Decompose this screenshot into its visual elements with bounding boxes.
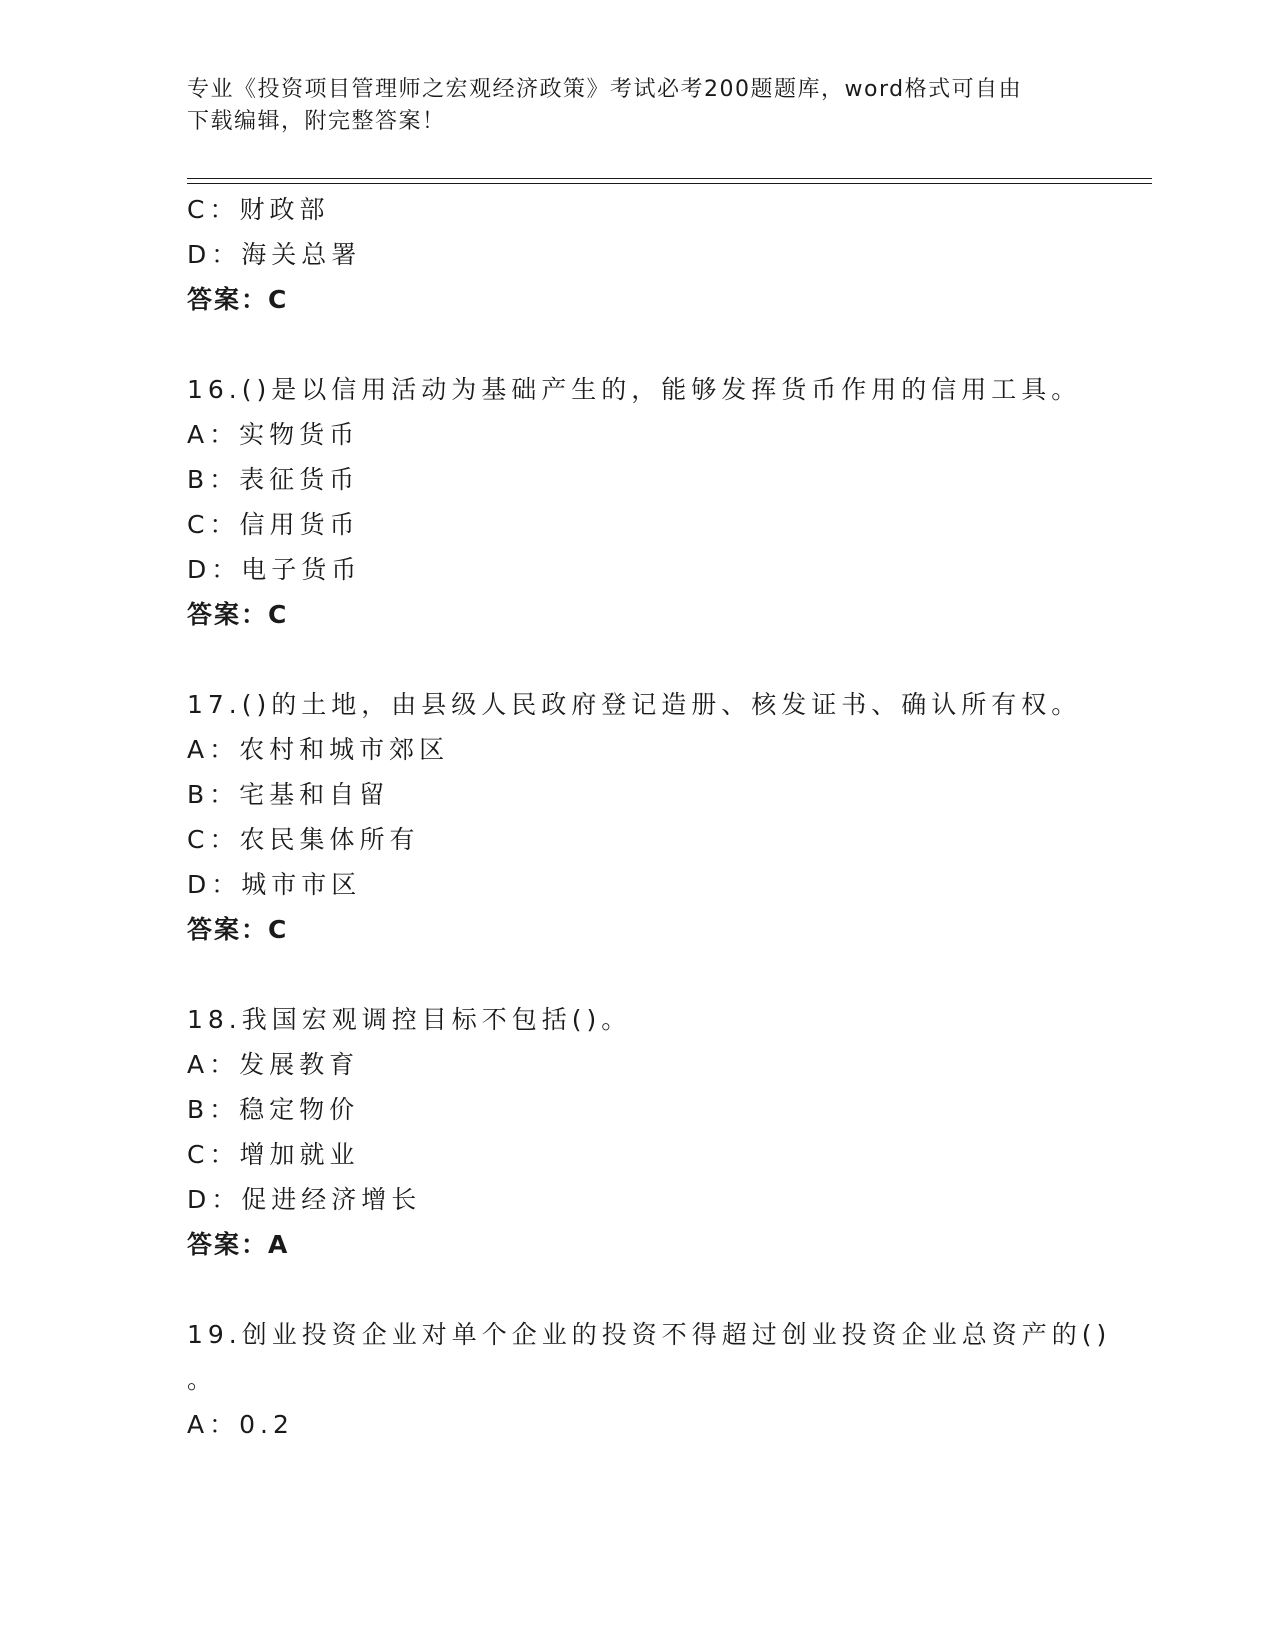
q17-answer: 答案：C — [187, 915, 289, 944]
header-rule-top — [187, 178, 1152, 179]
q16-option-a: A：实物货币 — [187, 420, 360, 449]
question-16: 16.()是以信用活动为基础产生的，能够发挥货币作用的信用工具。 — [187, 375, 1082, 404]
question-19-continuation: 。 — [187, 1365, 218, 1394]
q18-option-d: D：促进经济增长 — [187, 1185, 422, 1214]
header-line-2: 下载编辑，附完整答案！ — [187, 109, 446, 134]
q18-option-c: C：增加就业 — [187, 1140, 360, 1169]
option-d-prev: D：海关总署 — [187, 240, 362, 269]
q17-option-a: A：农村和城市郊区 — [187, 735, 450, 764]
q16-option-d: D：电子货币 — [187, 555, 362, 584]
q16-answer: 答案：C — [187, 600, 289, 629]
document-header — [187, 74, 1067, 138]
q18-option-b: B：稳定物价 — [187, 1095, 360, 1124]
header-rule-bottom — [187, 183, 1152, 184]
q16-option-c: C：信用货币 — [187, 510, 360, 539]
question-19: 19.创业投资企业对单个企业的投资不得超过创业投资企业总资产的() — [187, 1320, 1112, 1349]
header-line-1: 专业《投资项目管理师之宏观经济政策》考试必考200题题库，word格式可自由 — [187, 77, 1023, 102]
question-18: 18.我国宏观调控目标不包括()。 — [187, 1005, 632, 1034]
q17-option-d: D：城市市区 — [187, 870, 362, 899]
option-c-prev: C：财政部 — [187, 195, 330, 224]
question-17: 17.()的土地，由县级人民政府登记造册、核发证书、确认所有权。 — [187, 690, 1082, 719]
q18-answer: 答案：A — [187, 1230, 290, 1259]
q19-option-a: A：0.2 — [187, 1410, 294, 1439]
q17-option-b: B：宅基和自留 — [187, 780, 390, 809]
q18-option-a: A：发展教育 — [187, 1050, 360, 1079]
answer-prev: 答案：C — [187, 285, 289, 314]
q16-option-b: B：表征货币 — [187, 465, 360, 494]
q17-option-c: C：农民集体所有 — [187, 825, 420, 854]
